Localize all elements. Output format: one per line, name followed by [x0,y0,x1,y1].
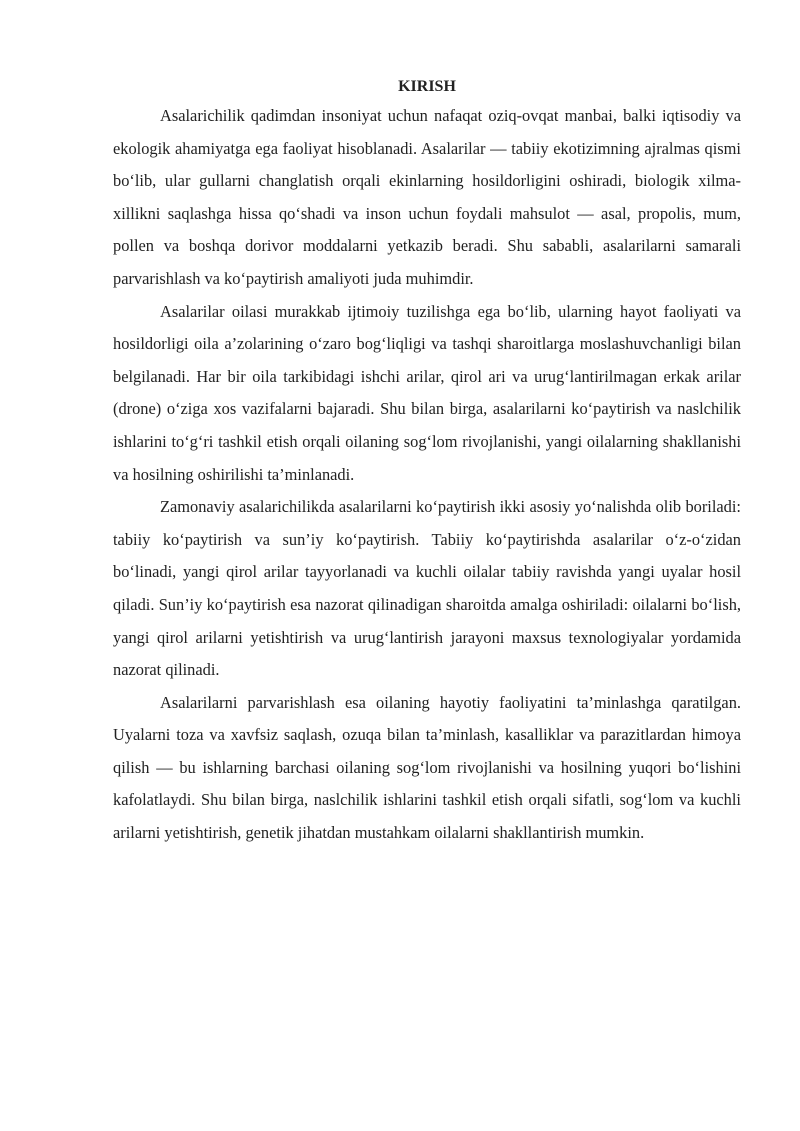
document-body [113,76,741,850]
paragraph-4: Asalarilarni parvarishlash esa oilaning hayotiy faoliyatini ta’minlashga qaratilgan. Uyalarni toza va xavfsiz saqlash, ozuqa bilan ta’minlash, kasalliklar va parazitlardan himoya qilish — bu ishlarning barchasi oilaning sog‘lom rivojlanishi va hosilning yuqori bo‘lishini kafolatlaydi. Shu bilan birga, naslchilik ishlarini tashkil etish orqali sifatli, sog‘lom va kuchli arilarni yetishtirish, genetik jihatdan mustahkam oilalarni shakllantirish mumkin. [113,692,741,843]
paragraph-2: Asalarilar oilasi murakkab ijtimoiy tuzilishga ega bo‘lib, ularning hayot faoliyati va hosildorligi oila a’zolarining o‘zaro bog‘liqligi va tashqi sharoitlarga moslashuvchanligi bilan belgilanadi. Har bir oila tarkibidagi ishchi arilar, qirol ari va urug‘lantirilmagan erkak arilar (drone) o‘ziga xos vazifalarni bajaradi. Shu bilan birga, asalarilarni ko‘paytirish va naslchilik ishlarini to‘g‘ri tashkil etish orqali oilaning sog‘lom rivojlanishi, yangi oilalarning shakllanishi va hosilning oshirilishi ta’minlanadi. [113,301,741,484]
paragraph-3: Zamonaviy asalarichilikda asalarilarni ko‘paytirish ikki asosiy yo‘nalishda olib boriladi: tabiiy ko‘paytirish va sun’iy ko‘paytirish. Tabiiy ko‘paytirishda asalarilar o‘z-o‘zidan bo‘linadi, yangi qirol arilar tayyorlanadi va kuchli oilalar tabiiy ravishda yangi uyalar hosil qiladi. Sun’iy ko‘paytirish esa nazorat qilinadigan sharoitda amalga oshiriladi: oilalarni bo‘lish, yangi qirol arilarni yetishtirish va urug‘lantirish jarayoni maxsus texnologiyalar yordamida nazorat qilinadi. [113,497,741,680]
page-title: KIRISH [398,78,456,95]
paragraph-1: Asalarichilik qadimdan insoniyat uchun nafaqat oziq-ovqat manbai, balki iqtisodiy va ekologik ahamiyatga ega faoliyat hisoblanadi. Asalarilar — tabiiy ekotizimning ajralmas qismi bo‘lib, ular gullarni changlatish orqali ekinlarning hosildorligini oshiradi, biologik xilma-xillikni saqlashga hissa qo‘shadi va inson uchun foydali mahsulot — asal, propolis, mum, pollen va boshqa dorivor moddalarni yetkazib beradi. Shu sababli, asalarilarni samarali parvarishlash va ko‘paytirish amaliyoti juda muhimdir. [113,106,741,288]
